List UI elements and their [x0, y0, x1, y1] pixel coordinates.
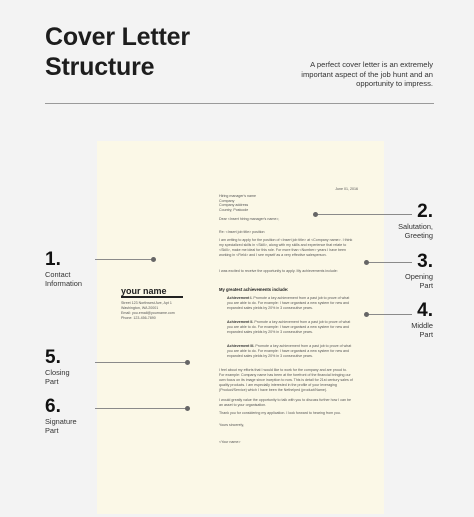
connector-signature [95, 408, 187, 409]
label-text: Part [45, 377, 59, 386]
label-number: 6. [45, 396, 61, 417]
label-number: 1. [45, 249, 61, 270]
label-number: 3. [417, 251, 433, 272]
label-text: Signature [45, 417, 77, 426]
achievement-item [227, 320, 353, 340]
achievement-text: Promote a key achievement from a past job to prove of what you are able to do. For example: I have organised a new system for new and expanded sales yields by 20% in 3 consecutive years. [227, 344, 352, 358]
achievement-label: Achievement II. [227, 320, 254, 324]
closing-paragraph-2: I would greatly value the opportunity to talk with you to discuss further how I can be an asset to your organisation. [219, 398, 352, 407]
achievement-text: Promote a key achievement from a past job to prove of what you are able to do. For example: I have organised a new system for new and expanded sales yields by 20% in 3 consecutive years. [227, 320, 351, 334]
recipient-line: Hiring manager's name [219, 194, 257, 198]
your-name: your name [121, 286, 167, 296]
label-opening [405, 252, 433, 290]
letter-date: June 01, 2016 [335, 187, 358, 191]
achievement-label: Achievement I. [227, 296, 253, 300]
name-underline [121, 296, 183, 298]
achievement-item [227, 296, 353, 316]
connector-dot-contact [151, 257, 156, 262]
label-number: 5. [45, 347, 61, 368]
page-title [45, 22, 190, 82]
label-signature [45, 397, 77, 435]
label-text: Middle [411, 321, 433, 330]
letter-page [97, 141, 384, 514]
connector-contact [95, 259, 153, 260]
signature: <Your name> [219, 440, 241, 444]
contact-line: Phone: 123-456-7890 [121, 316, 156, 320]
label-text: Part [45, 426, 59, 435]
achievement-item [227, 344, 353, 364]
label-closing [45, 348, 70, 386]
connector-dot-middle [364, 312, 369, 317]
recipient-line: Company [219, 198, 235, 203]
label-number: 4. [417, 300, 433, 321]
divider [45, 103, 434, 104]
closing-paragraph: I feel about my efforts that I would like to work for the company and are proud to. For example: Company name has been at the forefront of the financial bringing our own focus on its image since inception to now. This is detail for 21st century sales of quality products. I am especially interested in the profile of your leveraging (Product/Service) which I have been the Nethelped (product/Name). [219, 368, 353, 392]
recipient-line: Country, Postcode [219, 207, 249, 212]
label-text: Closing [45, 368, 70, 377]
label-contact-information [45, 250, 82, 288]
achievement-text: Promote a key achievement from a past job to prove of what you are able to do. For example: I have organised a new system for new and expanded sales yields by 20% in 3 consecutive years. [227, 296, 350, 310]
connector-dot-opening [364, 260, 369, 265]
connector-dot-signature [185, 406, 190, 411]
salutation-text: Dear <Insert hiring manager's name>, [219, 217, 280, 221]
contact-line: Street 123 Northwest Ave, Apt 1 [121, 301, 172, 305]
label-text: Contact [45, 270, 71, 279]
label-number: 2. [417, 201, 433, 222]
achievements-heading: My greatest achievements include: [219, 287, 289, 292]
achievement-label: Achievement III. [227, 344, 255, 348]
thanks-line: Thank you for considering my application. I look forward to hearing from you. [219, 411, 341, 415]
connector-closing [95, 362, 187, 363]
title-line-2: Structure [45, 53, 155, 81]
subtitle: A perfect cover letter is an extremely important aspect of the job hunt and an opportunity to impress. [301, 60, 433, 89]
label-text: Information [45, 279, 82, 288]
title-line-1: Cover Letter [45, 23, 190, 51]
label-text: Part [419, 281, 433, 290]
connector-dot-salutation [313, 212, 318, 217]
label-text: Salutation, [398, 222, 433, 231]
re-line: Re: <Insert job title> position [219, 230, 265, 234]
recipient-line: Company address [219, 203, 249, 207]
label-salutation [398, 202, 433, 240]
label-middle [411, 301, 433, 339]
connector-dot-closing [185, 360, 190, 365]
connector-middle [367, 314, 412, 315]
label-text: Part [419, 330, 433, 339]
opening-paragraph-2: I was excited to receive the opportunity to apply. My achievements include: [219, 269, 338, 273]
contact-line: Washington, WA 20001 [121, 306, 159, 310]
opening-paragraph: I am writing to apply for the position of <Insert job title> at <Company name>. I think my specialized skills in <Skill>, along with my skills and experience that relate to <Skill>, make me ideal for this role. For more than <Number> years I have been working in <Field> and I see myself as a very effective salesperson. [219, 238, 353, 257]
signoff: Yours sincerely, [219, 423, 244, 427]
contact-line: Email: you.email@yourname.com [121, 311, 175, 315]
label-text: Opening [405, 272, 433, 281]
label-text: Greeting [404, 231, 433, 240]
